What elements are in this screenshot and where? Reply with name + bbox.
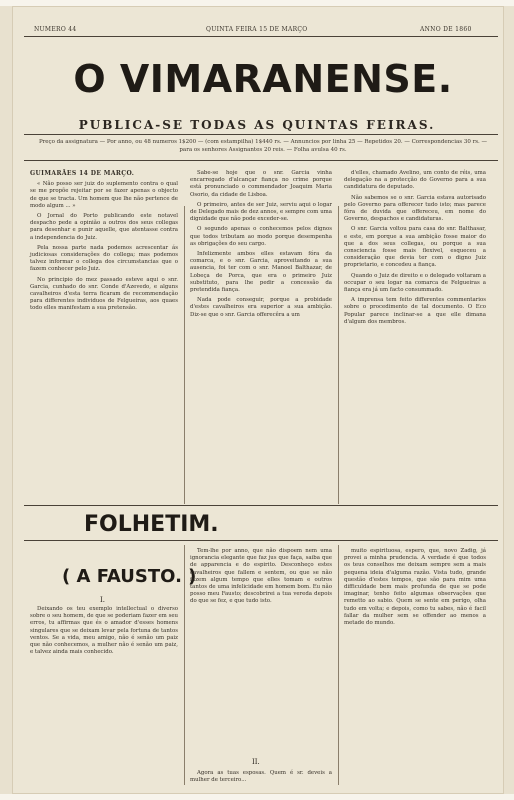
feuilleton-title: ( A FAUSTO. ) <box>62 566 197 587</box>
article-paragraph: A imprensa tem feito differentes commentarios sobre o procedimento de tal documento. O Eco Popular parece inclinar-se a que elle dimana d'algum dos membros. <box>344 297 486 325</box>
article-paragraph: Não sabemos se o snr. Garcia estava autorisado pelo Governo para offerecer tudo isto; mas parece fóra de duvida que offereceu, em nome do Governo, despachos e candidaturas. <box>344 194 486 223</box>
masthead-title: O VIMARANENSE. <box>73 57 453 101</box>
column-2 <box>190 170 332 322</box>
article-paragraph: Quando o Juiz de direito e o delegado voltaram a occupar o seu logar na comarca de Felgueiras a fiança era já um facto consummado. <box>344 272 486 294</box>
issue-number: NUMERO 44 <box>34 26 77 33</box>
column-divider-1 <box>184 206 185 504</box>
issue-year: ANNO DE 1860 <box>420 26 472 33</box>
price-rule-top <box>24 134 498 135</box>
article-paragraph: Pela nossa parte nada podemos acrescentar ás judiciosas considerações do collega; mas podemos talvez informar o collega dos circumstancias que o fazem conhecer pelo Juiz. <box>30 244 178 273</box>
issue-date: QUINTA FEIRA 15 DE MARÇO <box>206 26 308 33</box>
column-divider-3 <box>184 545 185 785</box>
feuilleton-column-2-tail <box>190 770 332 787</box>
article-paragraph: O segundo apenas o conhecemos pelos dignos que todos tributam ao modo porque desempenha as obrigações do seu cargo. <box>190 226 332 247</box>
folhetim-banner <box>24 505 498 541</box>
article-paragraph: No principio do mez passado esteve aqui o snr. Garcia, cunhado do snr. Conde d'Azevedo, e alguns cavalheiros d'esta terra ficaram de recommendação para differentes individuos de Felgueiras, aos quaes todo elles manifestam a sua pretensão. <box>30 276 178 312</box>
article-paragraph: Sabe-se hoje que o snr. Garcia vinha encarregado d'alcançar fiança no crime porque está pronunciado o commendador Joaquim Maria Osorio, da cidade de Lisboa. <box>190 170 332 198</box>
column-divider-2 <box>338 206 339 504</box>
chapter-number-2: II. <box>252 758 260 766</box>
feuilleton-paragraph: Agora as tuas esposas. Quem é sr. deveis a mulher de terceiro... <box>190 770 332 784</box>
header-rule <box>24 36 498 37</box>
article-paragraph: Nada pode conseguir, porque a probidade d'estes cavalheiros era superior a sua ambição. Diz-se que o snr. Garcia offerecêra a um <box>190 297 332 318</box>
feuilleton-paragraph: Deixando os teu exemplo intellectual o diverso sobre o seu homem, de que se poderiam fazer em seu erros, tu affirmas que és o amador d'esses homens singulares que se deixam levar pela fortuna de tantos ventos. Se a vida, meu amigo, não é senão um paiz que não conhecemos, a mulher não é senão um paiz, e talvez ainda mais conhecido. <box>30 606 178 656</box>
article-paragraph: d'elles, chamado Avelino, um conto de réis, uma delegação na a protecção do Governo para a sua candidatura de deputado. <box>344 170 486 191</box>
feuilleton-column-3 <box>344 548 486 630</box>
article-paragraph: Infelizmente ambos elles estavam fóra da comarca, e o snr. Garcia, aproveitando a sua ausencia, foi ter com o snr. Manoel Balthazar, de Lobeça de Porca, que era o primeiro Juiz substituto, para lhe pedir a concessão da pretendida fiança. <box>190 251 332 294</box>
masthead-subtitle: PUBLICA-SE TODAS AS QUINTAS FEIRAS. <box>78 118 436 132</box>
article-paragraph: O snr. Garcia voltou para casa do snr. Balthasar, e este, em porque a sua ambição fosse maior do que a dos seus collegas, ou porque a sua consciencia fosse mais flexivel, esqueceu a consideração que devia ter com o digno Juiz proprietario, e concedeu a fiança. <box>344 226 486 269</box>
feuilleton-column-2 <box>190 548 332 609</box>
article-paragraph: O Jornal do Porto publicando este notavel despacho pede a opinião a outros dos seus collegas para desenhar e punir aquelle, que atentasse contra a independencia do Juiz. <box>30 213 178 241</box>
price-line: Preço da assignatura — Por anno, ou 48 numeros 1$200 — (com estampilha) 1$440 rs. — Annuncios por linha 25 — Repetidos 20. — Correspondencias 30 rs. — para os senhores Assignantes 20 reis. — Folha avulsa 40 rs. <box>38 139 488 153</box>
feuilleton-column-1 <box>30 606 178 659</box>
dateline-heading: GUIMARÃES 14 DE MARÇO. <box>30 170 135 177</box>
column-3 <box>344 170 486 329</box>
column-divider-4 <box>338 545 339 785</box>
scan-bottom-edge <box>0 794 514 800</box>
column-1 <box>30 166 178 316</box>
feuilleton-paragraph: muito espirituosa, espero, que, novo Zadig, já provei a minha prudencia. A verdade é que todos os teus conselhos me deixam sempre sem a mais pequena ideia d'alguma razão. Vista tudo, grande questão d'estes tempos, que são para mim uma difficuldade bem mais profunda de que se pode imaginar, tenho feito algumas observações que remetto ao sabio. Quem se sente em perigo, olha tudo em volta; e depois, como tu sabes, não é facil fallar da mulher sem se offender ao menos a metade do mundo. <box>344 548 486 627</box>
article-paragraph: O primeiro, antes de ser Juiz, serviu aqui o logar de Delegado mais de dez annos, e sempre com uma dignidade que não pode exceder-se. <box>190 201 332 223</box>
price-rule-bottom <box>24 160 498 161</box>
feuilleton-paragraph: Tem-lhe por anno, que não dispoem nem uma ignorancia elegante que faz jus que faça, saiba que de apparencia e do espirito. Desconheço estes cavalheiros que fallem e sentem, ou que se não fazem algum tempo que elles tomam e outros tantos de uma infelicidade em homem bom. Eu não posso meu Fausto; descobrirei a tua vereda depois do que se fez, e que tudo isto. <box>190 548 332 605</box>
quote-paragraph: « Não posso ser juiz do suplemento contra o qual se me propõe rejeitar por se fazer apenas o objecto de que se tracta. Um homem que lhe não pertence de modo algum ... » <box>30 181 178 209</box>
folhetim-title: FOLHETIM. <box>84 512 219 537</box>
chapter-number: I. <box>100 596 105 604</box>
